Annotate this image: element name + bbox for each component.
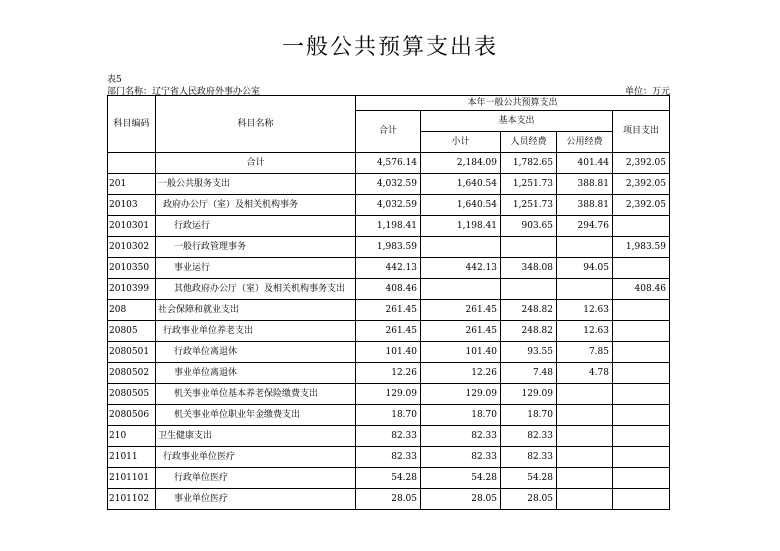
row-code: 2010350 — [108, 258, 156, 279]
row-total: 1,983.59 — [356, 237, 421, 258]
row-personnel: 248.82 — [501, 321, 557, 342]
header-project: 项目支出 — [613, 111, 670, 153]
row-name: 机关事业单位基本养老保险缴费支出 — [156, 384, 356, 405]
row-code: 2101101 — [108, 468, 156, 489]
row-code: 20805 — [108, 321, 156, 342]
row-project — [613, 384, 670, 405]
unit-label: 单位：万元 — [625, 87, 671, 97]
page-title: 一般公共预算支出表 — [281, 35, 498, 60]
row-subtotal: 442.13 — [421, 258, 501, 279]
row-public — [557, 468, 613, 489]
table-row — [108, 426, 670, 447]
header-public: 公用经费 — [557, 132, 613, 153]
row-total: 101.40 — [356, 342, 421, 363]
row-subtotal: 261.45 — [421, 321, 501, 342]
row-personnel: 7.48 — [501, 363, 557, 384]
row-project: 2,392.05 — [613, 195, 670, 216]
row-name: 合计 — [156, 153, 356, 174]
row-public — [557, 447, 613, 468]
row-code: 2080506 — [108, 405, 156, 426]
row-subtotal: 101.40 — [421, 342, 501, 363]
row-public: 4.78 — [557, 363, 613, 384]
row-personnel: 54.28 — [501, 468, 557, 489]
row-project — [613, 321, 670, 342]
row-total: 129.09 — [356, 384, 421, 405]
row-subtotal: 18.70 — [421, 405, 501, 426]
row-name: 一般公共服务支出 — [156, 174, 356, 195]
row-code: 2101102 — [108, 489, 156, 510]
table-row — [108, 195, 670, 216]
row-total: 82.33 — [356, 426, 421, 447]
header-personnel: 人员经费 — [501, 132, 557, 153]
header-basic: 基本支出 — [421, 111, 613, 132]
table-row — [108, 237, 670, 258]
row-public: 388.81 — [557, 195, 613, 216]
row-code: 2080501 — [108, 342, 156, 363]
table-row — [108, 216, 670, 237]
row-personnel: 129.09 — [501, 384, 557, 405]
row-subtotal: 82.33 — [421, 426, 501, 447]
table-row — [108, 405, 670, 426]
row-name: 行政单位离退休 — [156, 342, 356, 363]
row-public — [557, 405, 613, 426]
row-name: 行政事业单位医疗 — [156, 447, 356, 468]
row-code: 208 — [108, 300, 156, 321]
row-subtotal: 1,198.41 — [421, 216, 501, 237]
row-name: 事业运行 — [156, 258, 356, 279]
row-personnel: 93.55 — [501, 342, 557, 363]
row-public: 401.44 — [557, 153, 613, 174]
budget-table — [107, 95, 670, 510]
row-project: 408.46 — [613, 279, 670, 300]
row-public: 294.76 — [557, 216, 613, 237]
row-project — [613, 489, 670, 510]
row-name: 一般行政管理事务 — [156, 237, 356, 258]
row-project — [613, 405, 670, 426]
row-total: 261.45 — [356, 321, 421, 342]
row-subtotal: 2,184.09 — [421, 153, 501, 174]
row-code: 20103 — [108, 195, 156, 216]
row-code: 2010399 — [108, 279, 156, 300]
department-name: 部门名称：辽宁省人民政府外事办公室 — [107, 87, 261, 97]
row-public — [557, 489, 613, 510]
row-project — [613, 363, 670, 384]
row-total: 4,576.14 — [356, 153, 421, 174]
row-project — [613, 300, 670, 321]
row-name: 行政运行 — [156, 216, 356, 237]
table-row — [108, 279, 670, 300]
row-subtotal: 129.09 — [421, 384, 501, 405]
row-project — [613, 447, 670, 468]
table-row — [108, 489, 670, 510]
row-name: 政府办公厅（室）及相关机构事务 — [156, 195, 356, 216]
row-personnel: 82.33 — [501, 426, 557, 447]
row-personnel: 248.82 — [501, 300, 557, 321]
row-public: 7.85 — [557, 342, 613, 363]
row-total: 28.05 — [356, 489, 421, 510]
row-total: 12.26 — [356, 363, 421, 384]
row-code: 2080505 — [108, 384, 156, 405]
row-public — [557, 237, 613, 258]
row-public: 94.05 — [557, 258, 613, 279]
row-code: 210 — [108, 426, 156, 447]
table-row — [108, 258, 670, 279]
row-project — [613, 468, 670, 489]
row-total: 54.28 — [356, 468, 421, 489]
row-public: 12.63 — [557, 321, 613, 342]
table-row — [108, 447, 670, 468]
table-row — [108, 153, 670, 174]
row-name: 事业单位离退休 — [156, 363, 356, 384]
table-row — [108, 174, 670, 195]
header-name: 科目名称 — [156, 96, 356, 153]
row-public — [557, 279, 613, 300]
table-row — [108, 321, 670, 342]
row-name: 社会保障和就业支出 — [156, 300, 356, 321]
row-personnel: 28.05 — [501, 489, 557, 510]
table-row — [108, 342, 670, 363]
row-total: 442.13 — [356, 258, 421, 279]
row-subtotal — [421, 237, 501, 258]
row-personnel — [501, 279, 557, 300]
row-total: 82.33 — [356, 447, 421, 468]
row-personnel: 82.33 — [501, 447, 557, 468]
row-total: 18.70 — [356, 405, 421, 426]
row-name: 事业单位医疗 — [156, 489, 356, 510]
row-project: 1,983.59 — [613, 237, 670, 258]
row-code: 2010301 — [108, 216, 156, 237]
row-project — [613, 426, 670, 447]
row-subtotal: 261.45 — [421, 300, 501, 321]
header-total: 合计 — [356, 111, 421, 153]
row-subtotal: 12.26 — [421, 363, 501, 384]
row-public — [557, 426, 613, 447]
row-project — [613, 258, 670, 279]
row-total: 1,198.41 — [356, 216, 421, 237]
row-subtotal: 54.28 — [421, 468, 501, 489]
row-total: 261.45 — [356, 300, 421, 321]
row-public — [557, 384, 613, 405]
table-row — [108, 384, 670, 405]
row-total: 408.46 — [356, 279, 421, 300]
row-personnel: 1,251.73 — [501, 195, 557, 216]
row-name: 其他政府办公厅（室）及相关机构事务支出 — [156, 279, 356, 300]
row-personnel: 1,782.65 — [501, 153, 557, 174]
row-name: 卫生健康支出 — [156, 426, 356, 447]
header-code: 科目编码 — [108, 96, 156, 153]
row-name: 机关事业单位职业年金缴费支出 — [156, 405, 356, 426]
row-subtotal — [421, 279, 501, 300]
row-total: 4,032.59 — [356, 174, 421, 195]
row-public: 12.63 — [557, 300, 613, 321]
table-row — [108, 468, 670, 489]
table-number: 表5 — [107, 75, 122, 85]
row-name: 行政事业单位养老支出 — [156, 321, 356, 342]
row-personnel — [501, 237, 557, 258]
row-personnel: 1,251.73 — [501, 174, 557, 195]
row-name: 行政单位医疗 — [156, 468, 356, 489]
row-code: 2080502 — [108, 363, 156, 384]
table-row — [108, 363, 670, 384]
row-project: 2,392.05 — [613, 153, 670, 174]
header-subtotal: 小计 — [421, 132, 501, 153]
row-subtotal: 1,640.54 — [421, 174, 501, 195]
row-subtotal: 28.05 — [421, 489, 501, 510]
row-code: 201 — [108, 174, 156, 195]
row-project — [613, 342, 670, 363]
row-project — [613, 216, 670, 237]
row-subtotal: 1,640.54 — [421, 195, 501, 216]
row-personnel: 18.70 — [501, 405, 557, 426]
table-row — [108, 300, 670, 321]
row-project: 2,392.05 — [613, 174, 670, 195]
row-code: 21011 — [108, 447, 156, 468]
row-personnel: 903.65 — [501, 216, 557, 237]
row-code — [108, 153, 156, 174]
row-personnel: 348.08 — [501, 258, 557, 279]
row-subtotal: 82.33 — [421, 447, 501, 468]
header-current-year: 本年一般公共预算支出 — [356, 96, 670, 111]
row-public: 388.81 — [557, 174, 613, 195]
row-code: 2010302 — [108, 237, 156, 258]
row-total: 4,032.59 — [356, 195, 421, 216]
